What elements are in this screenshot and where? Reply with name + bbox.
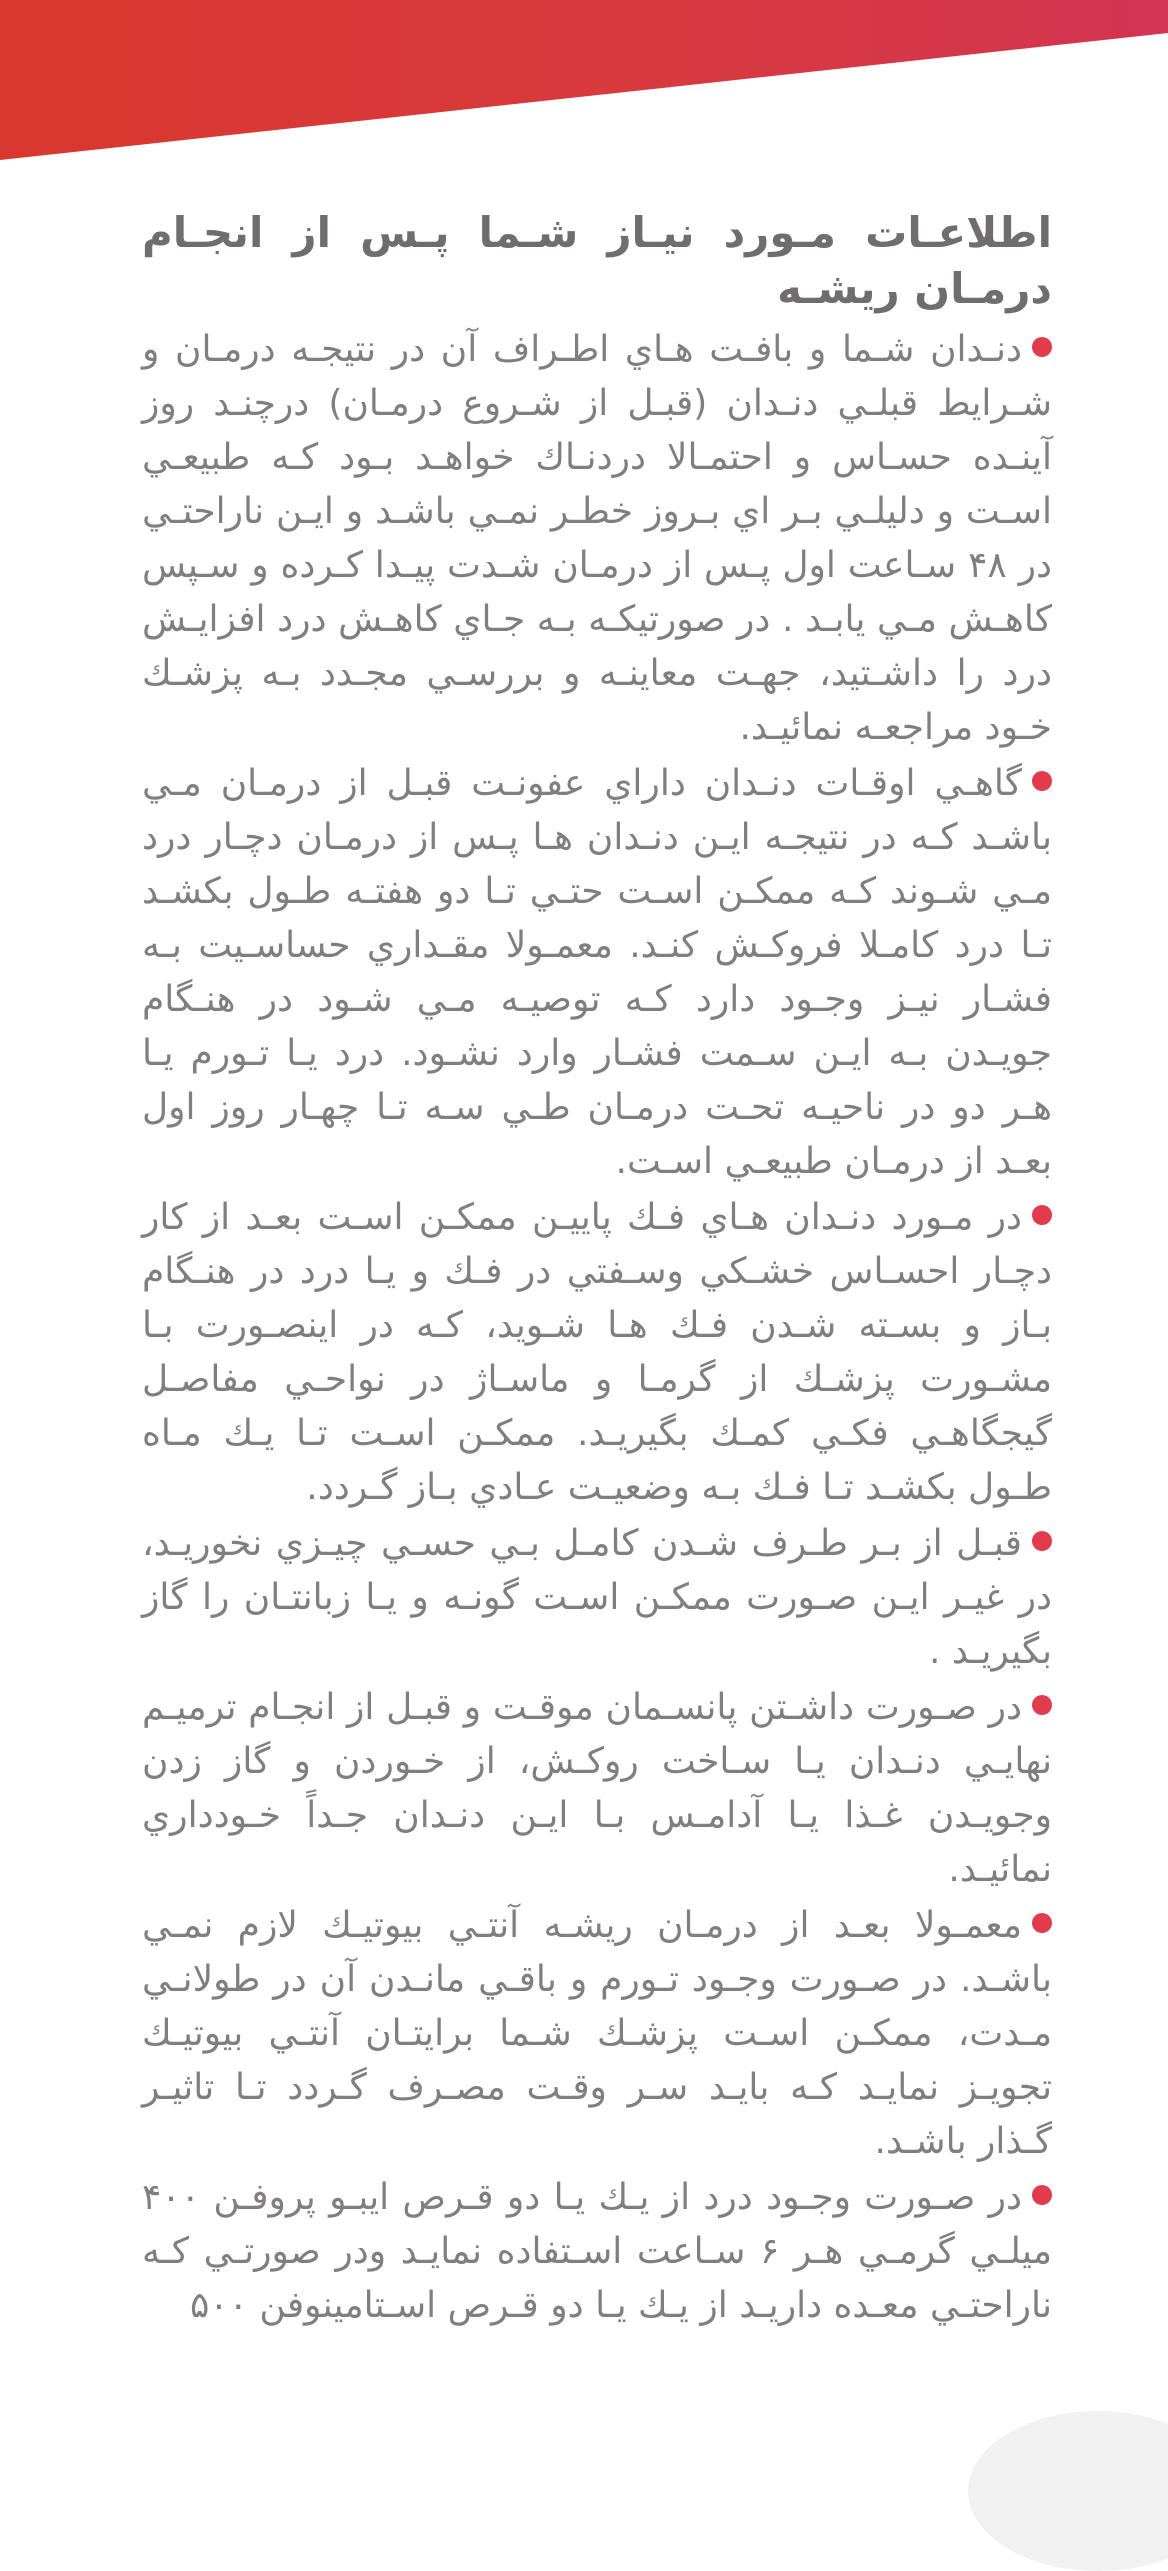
corner-decoration <box>968 2411 1168 2571</box>
paragraph-text: معمـولا بعـد از درمـان ريشـه آنتـي بيوتيـك لازم نمـي باشـد. در صـورت وجـود تـورم و باقـي مانـدن آن در طولانـي مـدت، ممكـن اسـت پزشـك شـما برايتـان آنتـي بيوتيـك تجويـز نمايـد كـه بايـد سـر وقـت مصـرف گـردد تـا تاثيـر گـذار باشـد. <box>142 1905 1052 2162</box>
bullet-icon <box>1032 1205 1052 1225</box>
bullet-icon <box>1032 2185 1052 2205</box>
paragraph-text: در صـورت داشـتن پانسـمان موقـت و قبـل از انجـام ترميـم نهايـي دنـدان يـا سـاخت روكـش، از خـوردن و گاز زدن وجويـدن غـذا يـا آدامـس بـا ايـن دنـدان جـداً خـودداري نمائيـد. <box>142 1687 1052 1890</box>
paragraph-text: گاهـي اوقـات دنـدان داراي عفونـت قبـل از درمـان مـي باشـد كـه در نتيجـه ايـن دنـدان هـا پـس از درمـان دچـار درد مـي شـوند كـه ممكـن اسـت حتـي تـا دو هفتـه طـول بكشـد تـا درد كامـلا فروكـش كنـد. معمـولا مقـداري حساسـيت بـه فشـار نيـز وجـود دارد كـه توصيـه مـي شـود در هنـگام جويـدن بـه ايـن سـمت فشـار وارد نشـود. درد يـا تـورم يـا هـر دو در ناحيـه تحـت درمـان طـي سـه تـا چهـار روز اول بعـد از درمـان طبيعـي اسـت. <box>142 763 1052 1182</box>
document-body <box>142 205 1052 2335</box>
paragraph-text: دنـدان شـما و بافـت هـاي اطـراف آن در نتيجـه درمـان و شـرايط قبلـي دنـدان (قبـل از شـروع درمـان) درچنـد روز آينـده حسـاس و احتمـالا دردنـاك خواهـد بـود كـه طبيعـي اسـت و دليلـي بـر اي بـروز خطـر نمـي باشـد و ايـن ناراحتـي در ۴۸ سـاعت اول پـس از درمـان شـدت پيـدا كـرده و سـپس كاهـش مـي يابـد . در صورتيكـه بـه جـاي كاهـش درد افزايـش درد را داشـتيد، جهـت معاينـه و بررسـي مجـدد بـه پزشـك خـود مراجعـه نمائيـد. <box>142 329 1052 748</box>
page-title: اطلاعـات مـورد نيـاز شـما پـس از انجـام درمـان ريشـه <box>142 208 1052 313</box>
bullet-icon <box>1032 337 1052 357</box>
paragraph-7 <box>142 2171 1052 2333</box>
paragraph-text: در مـورد دنـدان هـاي فـك پاييـن ممكـن اسـت بعـد از كار دچـار احسـاس خشـكي وسـفتي در فـك و يـا درد در هنـگام بـاز و بسـته شـدن فـك هـا شـويد، كـه در اينصـورت بـا مشـورت پزشـك از گرمـا و ماسـاژ در نواحـي مفاصـل گيجگاهـي فكـي كمـك بگيريـد. ممكـن اسـت تـا يـك مـاه طـول بكشـد تـا فـك بـه وضعيـت عـادي بـاز گـردد. <box>142 1197 1052 1508</box>
paragraph-6 <box>142 1899 1052 2169</box>
header-banner <box>0 0 1168 160</box>
paragraph-2 <box>142 757 1052 1189</box>
paragraph-text: قبـل از بـر طـرف شـدن كامـل بـي حسـي چيـزي نخوريـد، در غيـر ايـن صـورت ممكـن اسـت گونـه و يـا زبانتـان را گاز بگيريـد . <box>142 1523 1052 1672</box>
bullet-icon <box>1032 1913 1052 1933</box>
paragraph-1 <box>142 323 1052 755</box>
paragraph-3 <box>142 1191 1052 1515</box>
bullet-icon <box>1032 771 1052 791</box>
paragraph-5 <box>142 1681 1052 1897</box>
bullet-icon <box>1032 1695 1052 1715</box>
paragraph-text: در صـورت وجـود درد از يـك يـا دو قـرص ايبـو پروفـن ۴۰۰ ميلـي گرمـي هـر ۶ سـاعت اسـتفاده نمايـد ودر صورتـي كـه ناراحتـي معـده داريـد از يـك يـا دو قـرص اسـتامينوفن ۵۰۰ <box>142 2177 1052 2326</box>
bullet-icon <box>1032 1531 1052 1551</box>
paragraph-4 <box>142 1517 1052 1679</box>
